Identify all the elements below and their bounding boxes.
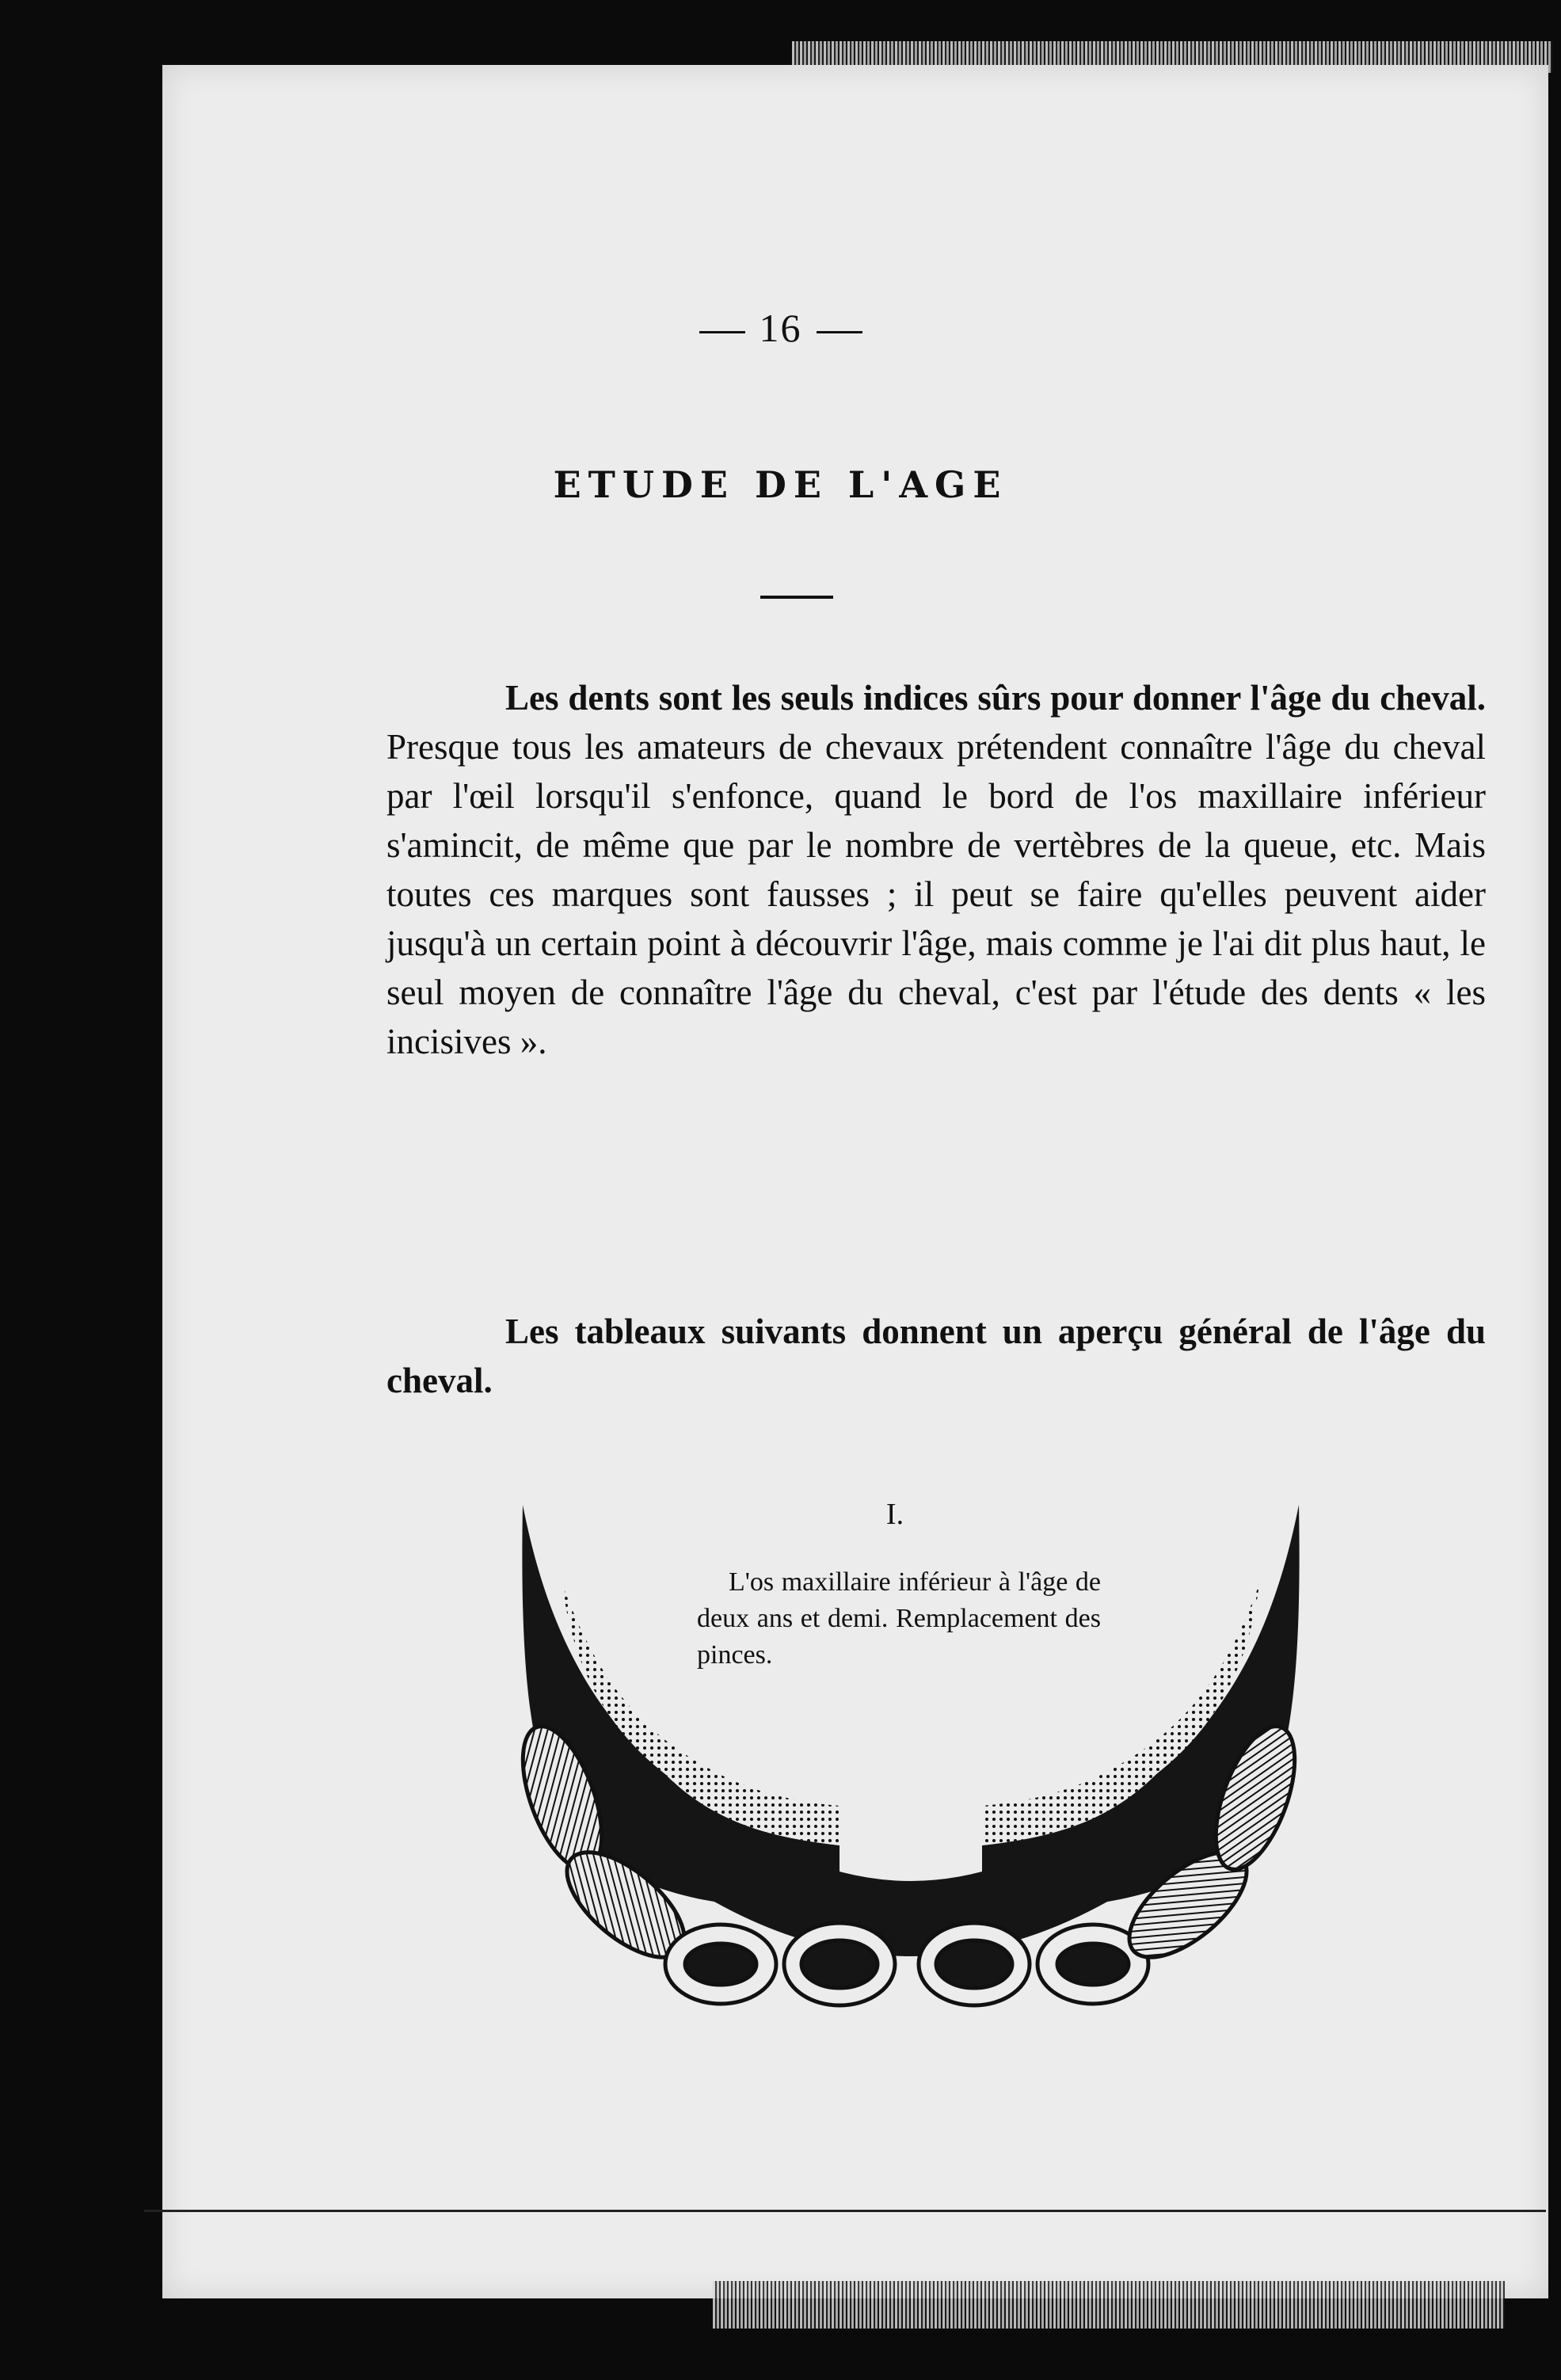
- page-bottom-border: [144, 2210, 1546, 2212]
- paragraph-1: [386, 673, 1486, 1066]
- figure-caption: L'os maxillaire inférieur à l'âge de deux ans et demi. Remplacement des pinces.: [697, 1567, 1101, 1670]
- page-heading: ETUDE DE L'AGE: [553, 463, 1008, 506]
- paragraph-1-text: Presque tous les amateurs de chevaux prétendent connaître l'âge du cheval par l'œil lorsqu'il s'enfonce, quand le bord de l'os maxillaire inférieur s'amincit, de même que par le nombre de vertèbres de la queue, etc. Mais toutes ces marques sont fausses ; il peut se faire qu'elles peuvent aider jusqu'à un certain point à découvrir l'âge, mais comme je l'ai dit plus haut, le seul moyen de connaître l'âge du cheval, c'est par l'étude des dents « les incisives ».: [386, 727, 1486, 1061]
- heading-rule: [760, 596, 833, 599]
- paragraph-1-lead: Les dents sont les seuls indices sûrs pour donner l'âge du cheval.: [505, 678, 1486, 718]
- page-number: 16: [0, 305, 1561, 351]
- scan-edge-bottom: [713, 2281, 1505, 2329]
- paragraph-2-lead: Les tableaux suivants donnent un aperçu général de l'âge du cheval.: [386, 1312, 1486, 1400]
- paragraph-2: [386, 1307, 1486, 1405]
- figure-number: I.: [885, 1498, 904, 1531]
